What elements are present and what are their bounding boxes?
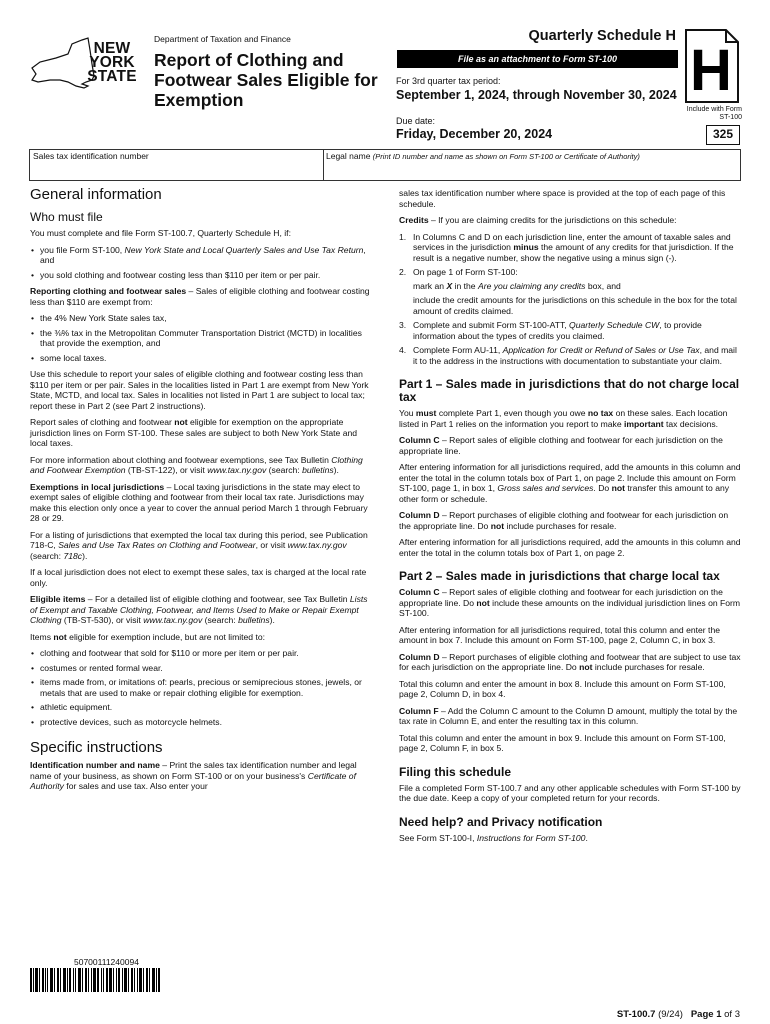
listing-paragraph: For a listing of jurisdictions that exempted the local tax during this period, see Publication 718-C, Sales and Use Tax Rates on Clothing and Footwear, or visit www.tax.ny.gov (search: 718c). <box>30 529 368 561</box>
left-column <box>30 186 370 798</box>
list-item: 1. In Columns C and D on each jurisdiction line, enter the amount of taxable sales and services in the jurisdiction minus the amount of any credits for that jurisdiction. If the result is a negative number, show the negative using a minus sign (-). <box>399 231 734 263</box>
form-title: Report of Clothing and Footwear Sales Eligible for Exemption <box>154 50 378 110</box>
part2-column-c: Column C – Report sales of eligible clothing and footwear for each jurisdiction on the appropriate line. Do not include these amounts on the individual jurisdiction lines on Form ST-100. <box>399 587 741 618</box>
heading-who-must-file: Who must file <box>30 210 103 224</box>
report-not-eligible-paragraph: Report sales of clothing and footwear not eligible for exemption on the appropriate jurisdiction lines on Form ST-100. These sales are subject to both New York State and local taxes. <box>30 417 358 448</box>
period-label: For 3rd quarter tax period: <box>396 76 501 86</box>
not-eligible-list <box>30 648 370 727</box>
filing-paragraph: File a completed Form ST-100.7 and any other applicable schedules with Form ST-100 by the due date. Keep a copy of your completed return for your records. <box>399 782 741 803</box>
page-footer: ST-100.7 (9/24) Page 1 of 3 <box>616 1009 740 1020</box>
legal-name-label: Legal name (Print ID number and name as shown on Form ST-100 or Certificate of Authority) <box>326 151 640 161</box>
list-item: • you sold clothing and footwear costing less than $110 per item or per pair. <box>30 270 370 281</box>
reporting-paragraph: Reporting clothing and footwear sales – Sales of eligible clothing and footwear costing less than $110 are exempt from: <box>30 286 370 307</box>
list-item: 2. On page 1 of Form ST-100: mark an X in the Are you claiming any credits box, and include the credit amounts for the jurisdictions on this schedule in the box for the total amount of credits claimed. <box>399 267 741 316</box>
logo-text: NEW YORK STATE <box>87 40 137 85</box>
barcode <box>30 968 160 992</box>
part2-column-f: Column F – Add the Column C amount to the Column D amount, multiply the total by the tax rate in Column E, and enter the resulting tax in this column. <box>399 705 738 726</box>
use-schedule-paragraph: Use this schedule to report your sales of eligible clothing and footwear costing less than $110 per item or per pair. Sales in the localities listed in Part 1 are exempt from New York State, MCTD, and local tax. Sales in localities not listed in Part 1 are subject to local tax; report these in Part 2 (see Part 2 instructions). <box>30 369 369 411</box>
part1-column-c-total: After entering information for all jurisdictions required, add the amounts in this column and enter the total in the column totals box of Part 1, on page 2. Include this amount on Form ST-100, page 1, in box 1, Gross sales and services. Do not transfer this amount to any other form or schedule. <box>399 462 741 504</box>
heading-help-privacy: Need help? and Privacy notification <box>399 814 603 829</box>
include-with-note: Include with Form ST-100 <box>686 106 742 121</box>
part1-intro: You must complete Part 1, even though you owe no tax on these sales. Each location listed in Part 1 relies on the information you report to make important tax decisions. <box>399 408 728 429</box>
part1-column-d-total: After entering information for all jurisdictions required, add the amounts in this column and enter the total in the column totals box of Part 1, on page 2. <box>399 537 741 558</box>
list-item: • the ⅜% tax in the Metropolitan Commuter Transportation District (MCTD) in localities that provide the exemption, and <box>30 328 370 349</box>
list-item: • costumes or rented formal wear. <box>30 663 370 674</box>
part2-column-d: Column D – Report purchases of eligible clothing and footwear that are subject to use tax for each jurisdiction on the appropriate line. Do not include purchases for resale. <box>399 651 741 672</box>
eligible-items-paragraph: Eligible items – For a detailed list of eligible clothing and footwear, see Tax Bulletin Lists of Exempt and Taxable Clothing, Footwear, and Items Used to Make or Repair Exempt Clothing (TB-ST-530), or visit www.tax.ny.gov (search: bulletins). <box>30 594 368 625</box>
list-item: mark an X in the Are you claiming any credits box, and <box>413 280 621 291</box>
due-date-label: Due date: <box>396 116 436 126</box>
continued-paragraph: sales tax identification number where space is provided at the top of each page of this schedule. <box>399 188 726 209</box>
list-item: include the credit amounts for the jurisdictions on this schedule in the box for the total amount of credits claimed. <box>413 295 737 316</box>
who-list <box>30 245 370 281</box>
credits-steps <box>399 232 741 367</box>
items-not-eligible-intro: Items not eligible for exemption include, but are not limited to: <box>30 631 266 642</box>
barcode-number: 50700111240094 <box>74 957 139 967</box>
identification-paragraph: Identification number and name – Print the sales tax identification number and legal name of your business, as shown on Form ST-100 or on your business's Certificate of Authority for sales and use tax. Also enter your <box>30 760 357 791</box>
part2-column-c-total: After entering information for all jurisdictions required, total this column and enter the amount in box 7. Include this amount on Form ST-100, page 2, Column C, in box 3. <box>399 624 720 645</box>
list-item: • items made from, or imitations of: pearls, precious or semiprecious stones, jewels, or metals that are used to make or repair clothing eligible for exemption. <box>30 677 370 698</box>
department-name: Department of Taxation and Finance <box>154 34 291 44</box>
tax-period: September 1, 2024, through November 30, 2024 <box>396 88 677 102</box>
heading-part-1: Part 1 – Sales made in jurisdictions that do not charge local tax <box>399 377 740 404</box>
part2-column-f-total: Total this column and enter the amount in box 9. Include this amount on Form ST-100, page 2, Column F, in box 5. <box>399 732 726 753</box>
not-elect-paragraph: If a local jurisdiction does not elect to exempt these sales, tax is charged at the local rate only. <box>30 567 367 588</box>
list-item: • some local taxes. <box>30 353 370 364</box>
credits-paragraph: Credits – If you are claiming credits for the jurisdictions on this schedule: <box>399 215 677 225</box>
list-item: 3. Complete and submit Form ST-100-ATT, Quarterly Schedule CW, to provide information about the types of credits you claimed. <box>399 320 702 341</box>
heading-specific-instructions: Specific instructions <box>30 739 163 756</box>
local-exemptions-paragraph: Exemptions in local jurisdictions – Local taxing jurisdictions in the state may elect to exempt sales of eligible clothing and footwear from their local tax rate. Jurisdictions may make this election only once a year to cover the annual period March 1 through February 28 or 29. <box>30 481 368 523</box>
list-item: • you file Form ST-100, New York State and Local Quarterly Sales and Use Tax Return, and <box>30 245 370 266</box>
schedule-name: Quarterly Schedule H <box>528 28 676 44</box>
heading-general-information: General information <box>30 186 162 203</box>
form-code: 325 <box>706 125 740 145</box>
more-info-paragraph: For more information about clothing and footwear exemptions, see Tax Bulletin Clothing and Footwear Exemption (TB-ST-122), or visit www.tax.ny.gov (search: bulletins). <box>30 454 363 475</box>
list-item: • protective devices, such as motorcycle helmets. <box>30 717 370 728</box>
list-item: • the 4% New York State sales tax, <box>30 313 370 324</box>
part2-column-d-total: Total this column and enter the amount in box 8. Include this amount on Form ST-100, page 2, Column D, in box 4. <box>399 678 726 699</box>
who-intro: You must complete and file Form ST-100.7, Quarterly Schedule H, if: <box>30 228 291 238</box>
list-item: 4. Complete Form AU-11, Application for Credit or Refund of Sales or Use Tax, and mail it to the address in the instructions with documentation to substantiate your claim. <box>399 345 737 366</box>
part1-column-c: Column C – Report sales of eligible clothing and footwear for each jurisdiction on the appropriate line. <box>399 435 723 456</box>
due-date: Friday, December 20, 2024 <box>396 127 553 141</box>
list-item: • athletic equipment. <box>30 702 370 713</box>
heading-filing: Filing this schedule <box>399 764 512 779</box>
help-paragraph: See Form ST-100-I, Instructions for Form ST-100. <box>399 832 588 843</box>
exempt-from-list <box>30 313 370 363</box>
heading-part-2: Part 2 – Sales made in jurisdictions that charge local tax <box>399 569 720 583</box>
right-column <box>399 188 741 849</box>
id-row-divider <box>323 149 324 181</box>
part1-column-d: Column D – Report purchases of eligible clothing and footwear for each jurisdiction on the appropriate line. Do not include purchases for resale. <box>399 510 729 531</box>
schedule-h-icon <box>684 28 740 104</box>
schedule-letter: H <box>690 38 732 103</box>
sales-tax-id-label: Sales tax identification number <box>33 151 149 161</box>
attachment-banner: File as an attachment to Form ST-100 <box>397 50 678 68</box>
list-item: • clothing and footwear that sold for $110 or more per item or per pair. <box>30 648 370 659</box>
